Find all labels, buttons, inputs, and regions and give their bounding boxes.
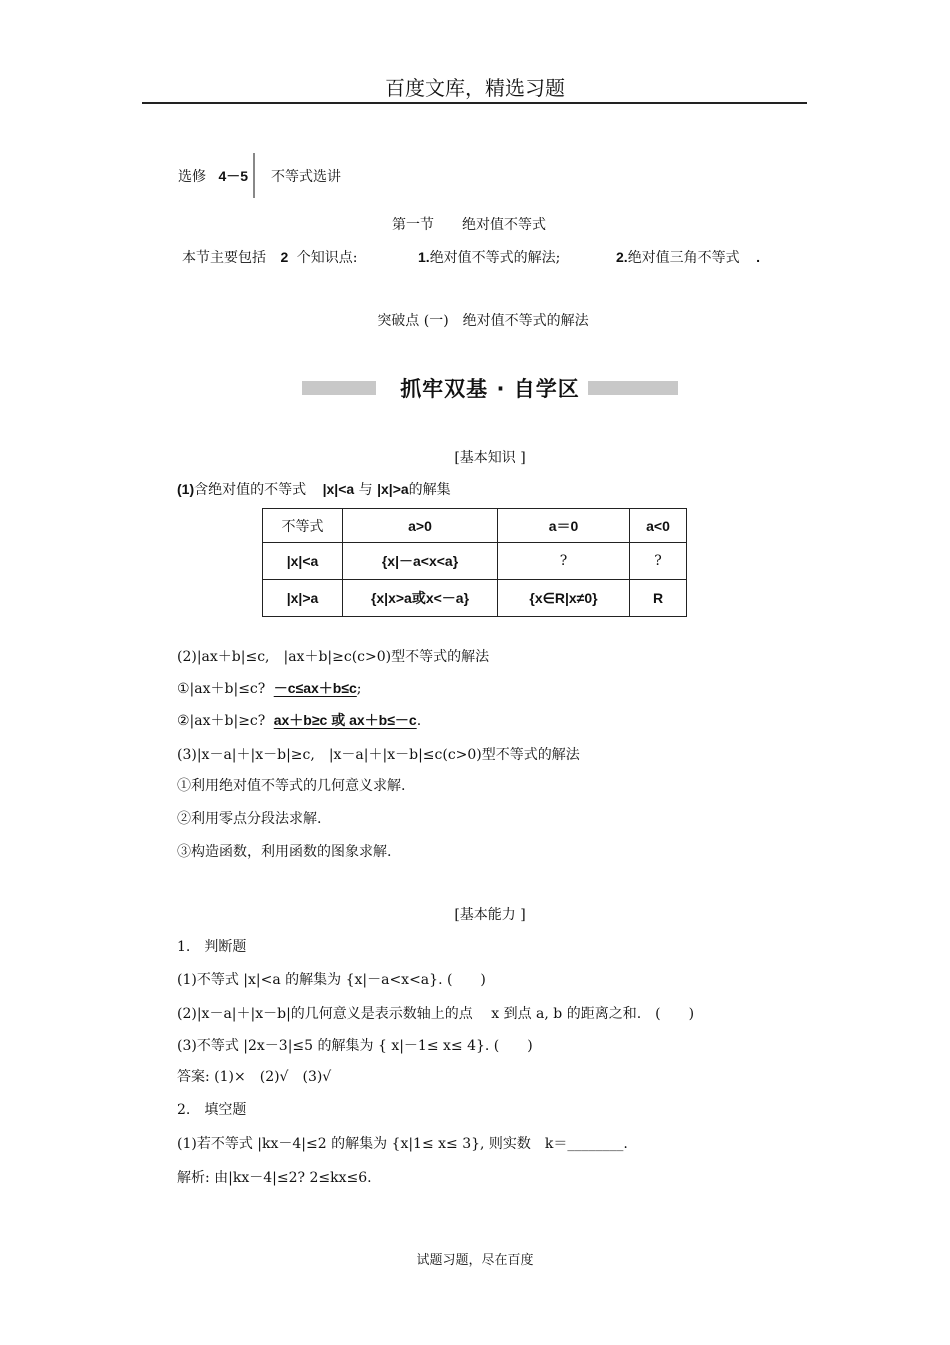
answer-line: 答案: (1)× (2)√ (3)√ <box>177 1069 332 1085</box>
table-header-row <box>263 509 687 543</box>
table-cell: ? <box>630 543 687 580</box>
question-1-1: (1)不等式 |x|<a 的解集为 {x|－a<x<a}. ( ) <box>177 972 486 988</box>
item-2b-prefix: ②|ax＋b|≥c? <box>177 713 266 729</box>
item-1-number: (1) <box>177 481 195 497</box>
table-header: 不等式 <box>263 509 343 543</box>
item-2b-end: . <box>416 713 422 729</box>
knowledge-item-3a: ①利用绝对值不等式的几何意义求解. <box>177 778 406 794</box>
basic-ability-heading: [基本能力 ] <box>454 907 526 923</box>
item-2b-answer: ax＋b≥c 或 ax＋b≤－c <box>273 712 417 728</box>
basic-knowledge-heading: [基本知识 ] <box>454 450 526 466</box>
knowledge-item-3: (3)|x－a|＋|x－b|≥c, |x－a|＋|x－b|≤c(c>0)型不等式的解法 <box>177 747 580 763</box>
item-2a-prefix: ①|ax＋b|≤c? <box>177 681 266 697</box>
table-cell: |x|<a <box>263 543 343 580</box>
intro-item-2-text: 绝对值三角不等式 <box>627 250 740 266</box>
intro-item-2-number: 2. <box>616 249 628 265</box>
table-cell: {x|－a<x<a} <box>343 543 498 580</box>
table-row <box>263 580 687 617</box>
table-cell: R <box>630 580 687 617</box>
footer-text: 试题习题，尽在百度 <box>416 1253 534 1268</box>
header-divider <box>142 102 807 104</box>
table-cell: ? <box>498 543 630 580</box>
banner-title-text: 抓牢双基 · 自学区 <box>392 377 588 401</box>
question-2-1: (1)若不等式 |kx－4|≤2 的解集为 {x|1≤ x≤ 3}, 则实数 k＝________. <box>177 1136 628 1152</box>
item-2a-answer: －c≤ax＋b≤c <box>273 680 357 696</box>
module-name: 不等式选讲 <box>271 169 341 185</box>
breakthrough-title: 突破点 (一) 绝对值不等式的解法 <box>377 313 589 329</box>
table-row <box>263 543 687 580</box>
item-2a-end: ; <box>356 681 362 697</box>
header-title: 百度文库，精选习题 <box>385 76 565 100</box>
table-header: a>0 <box>343 509 498 543</box>
intro-end: . <box>756 249 761 265</box>
knowledge-item-2b <box>177 710 421 730</box>
knowledge-item-3c: ③构造函数，利用函数的图象求解. <box>177 844 392 860</box>
item-1-expr-lt: |x|<a <box>322 481 355 497</box>
question-1-title: 1. 判断题 <box>177 939 247 955</box>
knowledge-item-1 <box>177 479 451 499</box>
item-1-end: 的解集 <box>408 482 451 498</box>
question-1-3: (3)不等式 |2x－3|≤5 的解集为 { x|－1≤ x≤ 4}. ( ) <box>177 1038 533 1054</box>
table-cell: {x|x>a或x<－a} <box>343 580 498 617</box>
solution-set-table <box>262 508 687 617</box>
chapter-title: 第一节 绝对值不等式 <box>392 217 546 233</box>
intro-mid: 个知识点: <box>296 250 358 266</box>
table-cell: {x∈R|x≠0} <box>498 580 630 617</box>
question-1-2: (2)|x－a|＋|x－b|的几何意义是表示数轴上的点 x 到点 a, b 的距离之和. ( ) <box>177 1006 695 1022</box>
section-intro <box>182 247 357 267</box>
knowledge-item-2: (2)|ax＋b|≤c, |ax＋b|≥c(c>0)型不等式的解法 <box>177 649 490 665</box>
intro-item-1 <box>418 247 560 267</box>
section-banner <box>302 375 678 403</box>
item-1-and: 与 <box>358 482 373 498</box>
intro-item-1-number: 1. <box>418 249 430 265</box>
question-2-title: 2. 填空题 <box>177 1102 247 1118</box>
table-header: a<0 <box>630 509 687 543</box>
knowledge-item-3b: ②利用零点分段法求解. <box>177 811 322 827</box>
table-cell: |x|>a <box>263 580 343 617</box>
analysis-line: 解析: 由|kx－4|≤2? 2≤kx≤6. <box>177 1170 372 1186</box>
intro-item-1-text: 绝对值不等式的解法; <box>429 250 561 266</box>
module-number: 4－5 <box>218 168 249 184</box>
intro-count: 2 <box>280 249 289 265</box>
intro-item-2 <box>616 247 760 267</box>
module-divider <box>253 153 255 198</box>
banner-title <box>302 375 678 403</box>
module-label-text: 选修 <box>178 169 206 185</box>
item-1-expr-gt: |x|>a <box>377 481 409 497</box>
item-1-text: 含绝对值的不等式 <box>194 482 307 498</box>
module-label <box>178 166 248 186</box>
intro-prefix: 本节主要包括 <box>182 250 266 266</box>
table-header: a＝0 <box>498 509 630 543</box>
knowledge-item-2a <box>177 678 362 698</box>
